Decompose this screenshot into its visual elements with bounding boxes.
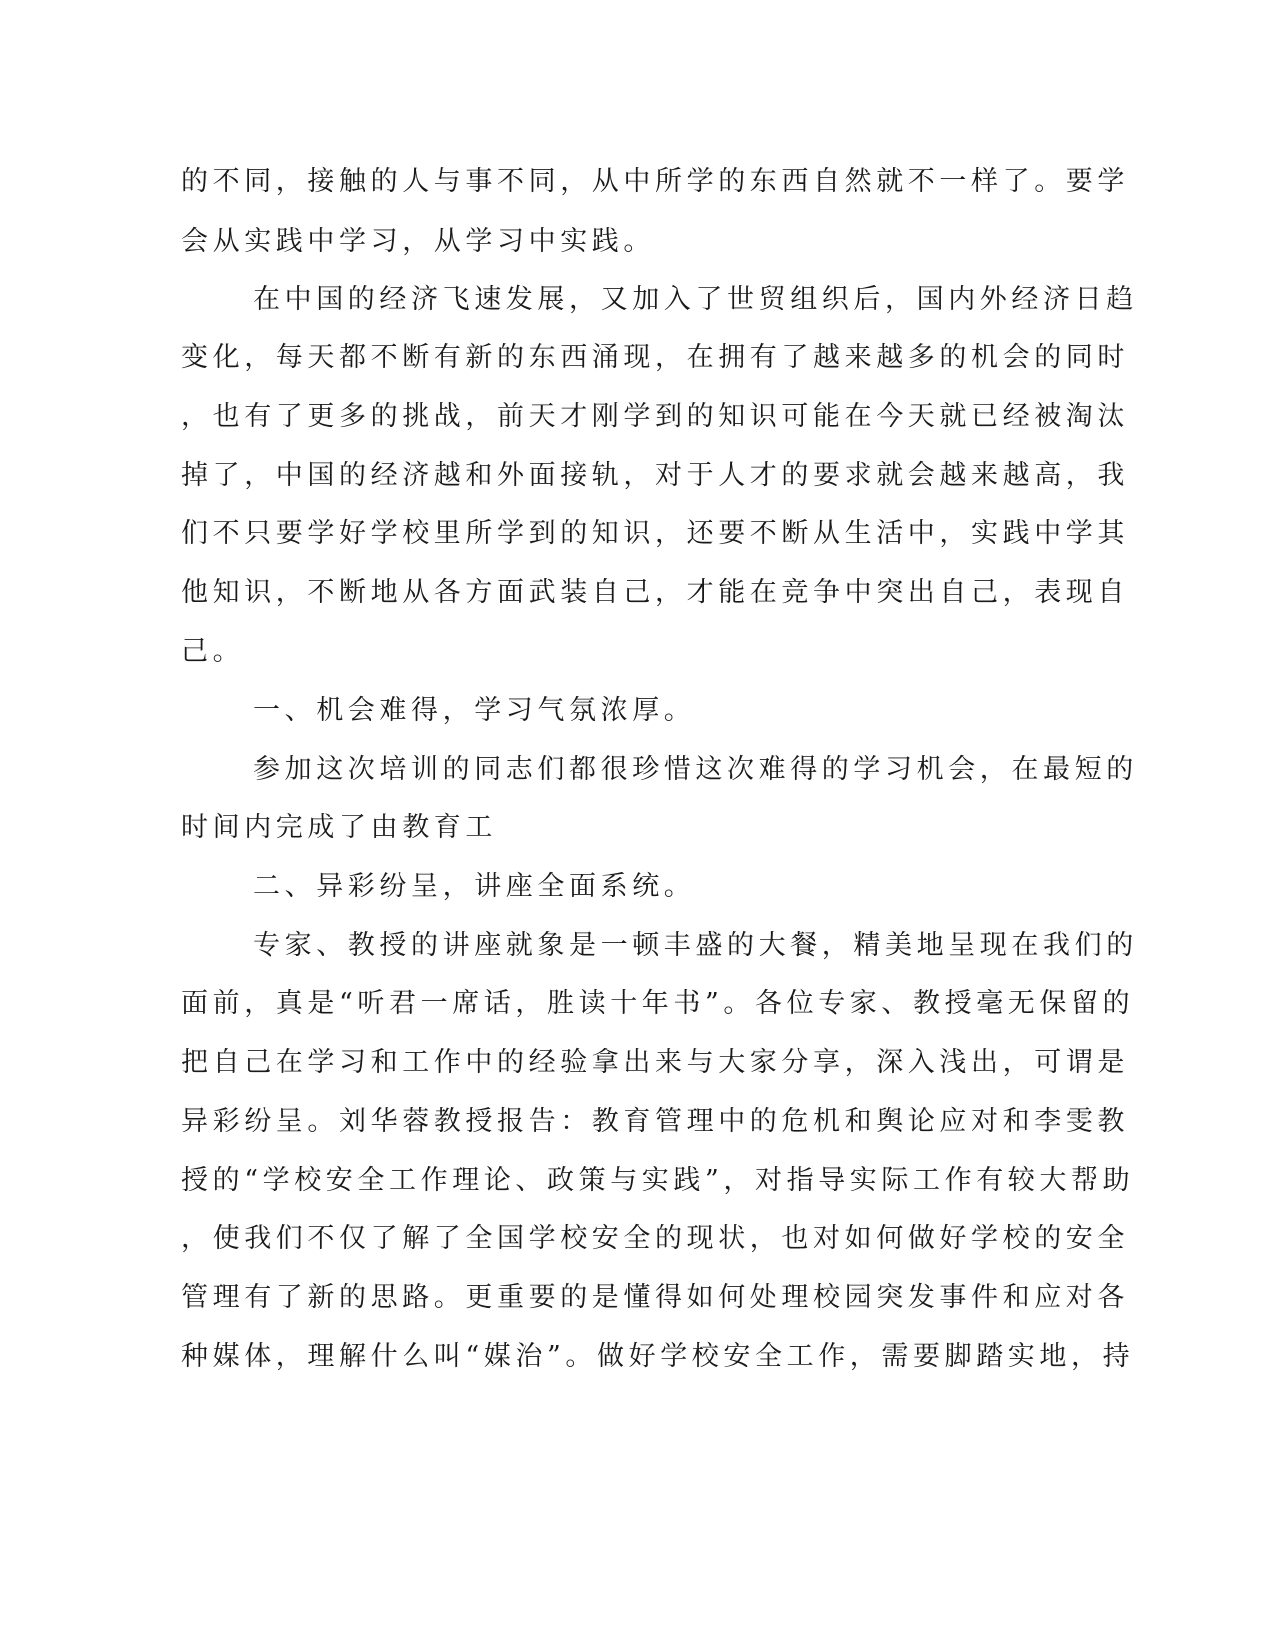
text-line: 授的“学校安全工作理论、政策与实践”，对指导实际工作有较大帮助 bbox=[181, 1165, 1135, 1196]
text-line: 己。 bbox=[181, 636, 245, 667]
text-line: 掉了，中国的经济越和外面接轨，对于人才的要求就会越来越高，我 bbox=[181, 460, 1129, 491]
text-line: 的不同，接触的人与事不同，从中所学的东西自然就不一样了。要学 bbox=[181, 166, 1129, 197]
text-line: 时间内完成了由教育工 bbox=[181, 812, 497, 843]
text-line: 变化，每天都不断有新的东西涌现，在拥有了越来越多的机会的同时 bbox=[181, 342, 1129, 373]
paragraph-first-line: 参加这次培训的同志们都很珍惜这次难得的学习机会，在最短的 bbox=[253, 754, 1138, 785]
text-line: 他知识，不断地从各方面武装自己，才能在竞争中突出自己，表现自 bbox=[181, 577, 1129, 608]
section-heading: 一、机会难得，学习气氛浓厚。 bbox=[253, 695, 696, 726]
section-heading: 二、异彩纷呈，讲座全面系统。 bbox=[253, 871, 696, 902]
text-line: 们不只要学好学校里所学到的知识，还要不断从生活中，实践中学其 bbox=[181, 518, 1129, 549]
text-line: 异彩纷呈。刘华蓉教授报告：教育管理中的危机和舆论应对和李雯教 bbox=[181, 1106, 1129, 1137]
text-line: 会从实践中学习，从学习中实践。 bbox=[181, 226, 655, 257]
text-line: ，使我们不仅了解了全国学校安全的现状，也对如何做好学校的安全 bbox=[181, 1223, 1129, 1254]
paragraph-first-line: 专家、教授的讲座就象是一顿丰盛的大餐，精美地呈现在我们的 bbox=[253, 930, 1138, 961]
text-line: 管理有了新的思路。更重要的是懂得如何处理校园突发事件和应对各 bbox=[181, 1282, 1129, 1313]
text-line: 面前，真是“听君一席话，胜读十年书”。各位专家、教授毫无保留的 bbox=[181, 988, 1135, 1019]
text-line: 种媒体，理解什么叫“媒治”。做好学校安全工作，需要脚踏实地，持 bbox=[181, 1341, 1135, 1372]
text-line: ，也有了更多的挑战，前天才刚学到的知识可能在今天就已经被淘汰 bbox=[181, 401, 1129, 432]
text-line: 把自己在学习和工作中的经验拿出来与大家分享，深入浅出，可谓是 bbox=[181, 1047, 1129, 1078]
paragraph-first-line: 在中国的经济飞速发展，又加入了世贸组织后，国内外经济日趋 bbox=[253, 284, 1138, 315]
